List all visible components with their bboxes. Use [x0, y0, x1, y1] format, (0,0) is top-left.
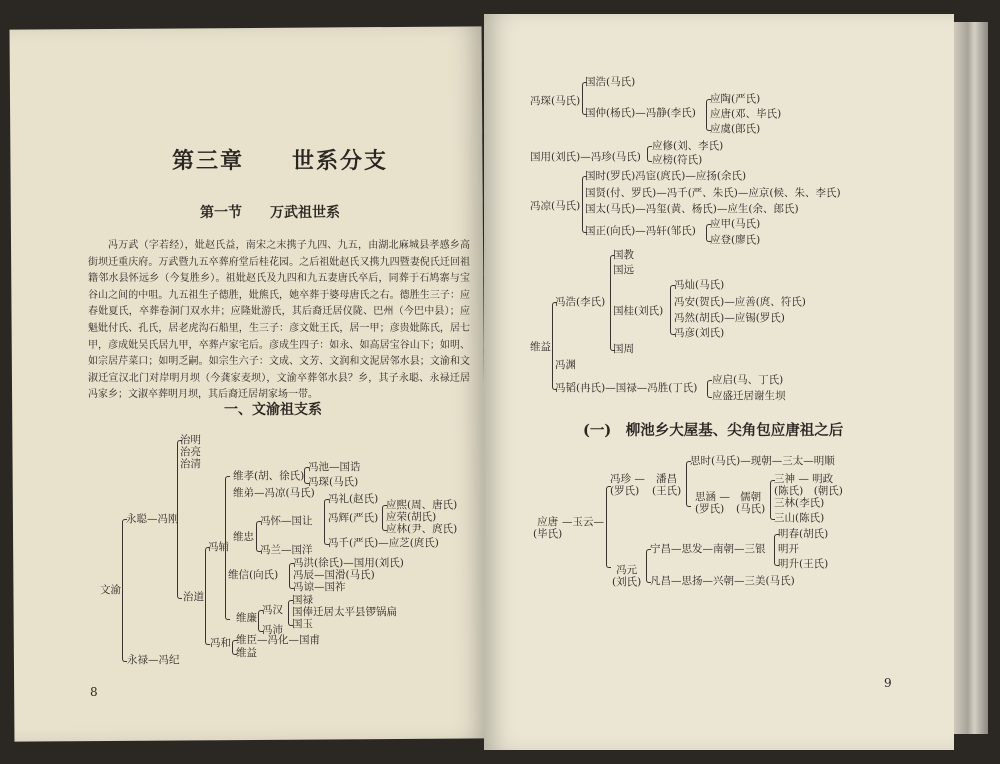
page-number: 9	[884, 676, 892, 690]
paragraph-line: 冯万武（字若经），妣赵氏益，南宋之末携子九四、九五，由湖北麻城县孝感乡高	[108, 240, 470, 251]
tree-node: 国贤(付、罗氏)—冯千(严、朱氏)—应京(候、朱、李氏)	[585, 187, 841, 199]
tree-bracket	[225, 476, 230, 620]
tree-node: 应榜(符氏)	[652, 154, 703, 166]
tree-node: 三神 — 明政 (陈氏) (朝氏)	[774, 473, 843, 497]
tree-node: 思涵 — (罗氏)	[695, 491, 730, 515]
tree-node: 治清	[180, 458, 201, 470]
tree-bracket	[647, 146, 652, 162]
tree-node: 冯千(严氏)—应芝(庹氏)	[328, 537, 439, 549]
tree-bracket	[686, 461, 691, 507]
tree-node: 维忠	[233, 531, 254, 543]
tree-node: 文渝	[100, 584, 121, 596]
paragraph-line: 谷山之间的中咀。九五祖生子德胜，妣熊氏，她卒葬于婆母唐氏之右。德胜生三子：应	[88, 289, 470, 301]
tree-node: 国周	[613, 343, 634, 355]
section-heading: (一) 柳池乡大屋基、尖角包应唐祖之后	[583, 422, 844, 439]
tree-node: 思时(马氏)—现朝—三太—明顺	[690, 455, 835, 467]
tree-bracket	[382, 505, 387, 531]
tree-node: 维益	[236, 647, 257, 659]
tree-bracket	[256, 521, 261, 552]
tree-bracket	[289, 563, 294, 589]
tree-node: 应盛迁居谢生坝	[712, 390, 786, 402]
tree-node: 应甲(马氏)	[710, 218, 761, 230]
tree-node: 应唐 (毕氏)	[533, 516, 563, 540]
tree-node: 儒朝 (马氏)	[736, 491, 766, 515]
section-title: 第一节 万武祖世系	[200, 205, 340, 221]
tree-bracket	[122, 519, 127, 662]
tree-node: 国教	[613, 249, 634, 261]
tree-node: 冯和	[210, 637, 231, 649]
tree-node: 冯珍 — (罗氏)	[610, 473, 645, 497]
tree-node: 应唐(邓、毕氏)	[710, 108, 782, 120]
tree-bracket	[552, 302, 557, 390]
tree-node: 冯洪(徐氏)—国用(刘氏)	[293, 557, 404, 569]
tree-node: 冯琛(马氏)	[308, 476, 359, 488]
paragraph-line: 甲，彦成妣吴氏居九甲，卒葬卢家宅后。彦成生四子：如永、如高居宝谷山下；如明、	[88, 339, 470, 351]
tree-node: 国太(马氏)—冯玺(黄、杨氏)—应生(余、郎氏)	[585, 203, 799, 215]
tree-node: 明春(胡氏)	[778, 528, 829, 540]
tree-node: 国禄	[292, 594, 313, 606]
tree-node: —玉云—	[562, 516, 604, 528]
tree-node: 宁昌—思发—南朝—三银	[650, 543, 766, 555]
paragraph-line: 魁妣付氏、孔氏，居老虎沟石船里，生三子：彦文妣王氏，居一甲；彦贵妣陈氏，居七	[88, 322, 470, 334]
tree-node: 国远	[613, 264, 634, 276]
tree-node: 潘昌 (王氏)	[652, 473, 682, 497]
tree-node: 冯彦(刘氏)	[674, 327, 725, 339]
tree-node: 冯兰—国洋	[260, 544, 313, 556]
tree-node: 冯汉	[262, 604, 283, 616]
paragraph-line: 街坝迁重庆府。万武暨九五卒葬府堂后桂花园。之后祖妣赵氏又携九四暨妻倪氏迁回祖	[88, 256, 470, 268]
tree-node: 三山(陈氏)	[774, 512, 825, 524]
tree-bracket	[606, 486, 611, 568]
tree-node: 国桂(刘氏)	[613, 305, 664, 317]
tree-node: 应登(廖氏)	[710, 234, 761, 246]
page-number: 8	[90, 685, 98, 699]
tree-node: 国玉	[292, 618, 313, 630]
tree-node: 国正(向氏)—冯轩(邹氏)	[585, 225, 696, 237]
tree-node: 永聪—冯刚	[126, 513, 179, 525]
tree-bracket	[670, 285, 675, 335]
tree-node: 冯然(胡氏)—应锡(罗氏)	[674, 312, 785, 324]
tree-node: 应虞(郎氏)	[710, 123, 761, 135]
tree-node: 治明	[180, 434, 201, 446]
tree-bracket	[707, 380, 712, 398]
tree-node: 维信(向氏)	[228, 569, 279, 581]
tree-bracket	[770, 480, 775, 520]
tree-node: 治亮	[180, 446, 201, 458]
tree-node: 冯礼(赵氏)	[328, 493, 379, 505]
tree-bracket	[324, 499, 329, 545]
tree-node: 维廉	[236, 612, 257, 624]
tree-bracket	[706, 99, 711, 131]
tree-node: 永禄—冯纪	[127, 654, 180, 666]
paragraph-line: 冯家乡；文淑卒葬明月坝，其后裔迁居胡家场一带。	[88, 389, 318, 401]
tree-node: 应启(马、丁氏)	[712, 374, 784, 386]
tree-node: 冯渊	[555, 359, 576, 371]
tree-node: 维孝(胡、徐氏)	[233, 470, 305, 482]
tree-node: 冯元 (刘氏)	[612, 564, 642, 588]
tree-node: 国俸迁居太平县锣锅扁	[292, 606, 397, 618]
chapter-title: 第三章 世系分支	[172, 148, 389, 174]
tree-node: 国时(罗氏)冯宦(庹氏)—应扬(余氏)	[585, 170, 747, 182]
tree-bracket	[177, 440, 182, 599]
tree-bracket	[646, 549, 651, 583]
tree-bracket	[610, 255, 615, 351]
subsection-title: 一、文渝祖支系	[224, 402, 322, 418]
intro-paragraph	[88, 238, 470, 404]
tree-bracket	[205, 547, 210, 645]
tree-node: 明开	[778, 543, 799, 555]
tree-node: 冯辰—国滑(马氏)	[293, 569, 375, 581]
tree-node: 应荣(胡氏)	[386, 511, 437, 523]
paragraph-line: 籍邻水县怀远乡（今复胜乡）。祖妣赵氏及九四和九五妻唐氏卒后，同葬于石鸠寨与宝	[88, 273, 470, 285]
tree-bracket	[232, 640, 237, 655]
tree-node: 冯安(贺氏)—应善(庹、符氏)	[674, 296, 806, 308]
tree-node: 应熙(周、唐氏)	[386, 499, 458, 511]
tree-node: 冯谅—国祚	[293, 581, 346, 593]
tree-node: 维弟—冯凉(马氏)	[233, 487, 315, 499]
tree-node: 维臣—冯化—国甫	[236, 634, 320, 646]
tree-node: 应林(尹、庹氏)	[386, 523, 458, 535]
tree-bracket	[304, 467, 309, 484]
tree-node: 国浩(马氏)	[585, 76, 636, 88]
tree-node: 冯灿(马氏)	[674, 279, 725, 291]
tree-bracket	[288, 600, 293, 626]
tree-node: 治道	[183, 591, 204, 603]
tree-node: 冯池—国诰	[308, 461, 361, 473]
tree-bracket	[582, 176, 587, 233]
tree-node: 应修(刘、李氏)	[652, 140, 724, 152]
tree-node: 三林(李氏)	[774, 497, 825, 509]
tree-node: 明升(王氏)	[778, 558, 829, 570]
paragraph-line: 淑迁宣汉北门对岸明月坝（今龚家麦坝），文渝卒葬邻水县？乡，其子永聪、永禄迁居	[88, 372, 470, 384]
paragraph-line: 如宗居芹菜口；如明乏嗣。如宗生六子：文成、文芳、文润和文泥居邻水县；文渝和文	[88, 356, 470, 368]
tree-node: 冯凉(马氏)	[530, 200, 581, 212]
tree-bracket	[258, 610, 263, 632]
tree-node: 冯辉(严氏)	[328, 512, 379, 524]
book-page-edges	[954, 22, 988, 734]
tree-node: 冯沛	[262, 624, 283, 636]
tree-node: 冯浩(李氏)	[555, 296, 606, 308]
tree-node: 维益	[530, 341, 551, 353]
tree-node: 凡昌—思扬—兴朝—三美(马氏)	[650, 575, 795, 587]
tree-node: 应陶(严氏)	[710, 93, 761, 105]
tree-node: 国用(刘氏)—冯珍(马氏)	[530, 151, 641, 163]
tree-node: 冯韬(冉氏)—国禄—冯胜(丁氏)	[555, 382, 698, 394]
tree-node: 国仲(杨氏)—冯静(李氏)	[585, 107, 696, 119]
tree-bracket	[774, 534, 779, 566]
tree-node: 冯怀—国让	[260, 515, 313, 527]
tree-node: 冯辅	[208, 541, 229, 553]
tree-bracket	[582, 82, 587, 115]
paragraph-line: 春妣夏氏，卒葬卷洞门双水井；应隆妣游氏，其后裔迁居仪陇、巴州（今巴中县）；应	[88, 306, 470, 318]
tree-bracket	[706, 224, 711, 242]
tree-node: 冯琛(马氏)	[530, 95, 581, 107]
